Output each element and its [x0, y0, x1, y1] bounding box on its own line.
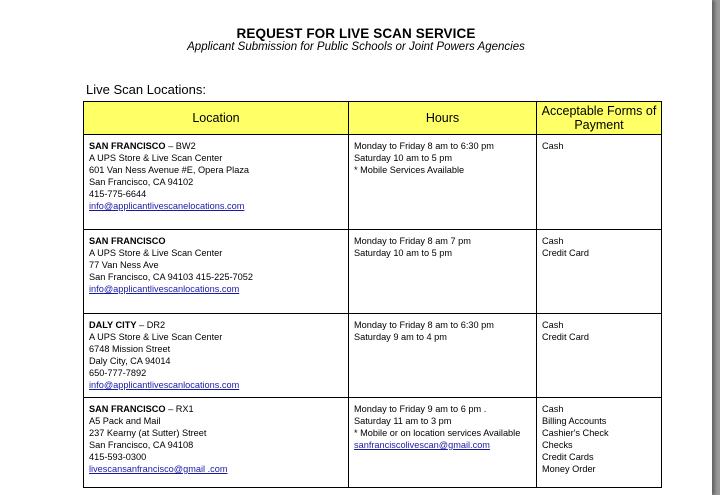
location-phone: 415-593-0300 — [89, 452, 147, 462]
location-code: – RX1 — [165, 404, 194, 414]
location-cell — [84, 135, 349, 230]
payment-method: Credit Card — [542, 332, 589, 342]
hours-line: Saturday 10 am to 5 pm — [354, 153, 453, 163]
hours-line: Monday to Friday 8 am 7 pm — [354, 236, 471, 246]
section-heading: Live Scan Locations: — [86, 82, 206, 97]
payment-cell — [537, 398, 662, 488]
location-address-line: 6748 Mission Street — [89, 344, 171, 354]
payment-method: Credit Card — [542, 248, 589, 258]
hours-line: Monday to Friday 9 am to 6 pm . — [354, 404, 487, 414]
location-address-line: San Francisco, CA 94102 — [89, 177, 194, 187]
document-title: REQUEST FOR LIVE SCAN SERVICE — [236, 26, 476, 41]
payment-cell — [537, 230, 662, 314]
location-name: DALY CITY — [89, 320, 137, 330]
payment-method: Money Order — [542, 464, 596, 474]
location-address-line: 601 Van Ness Avenue #E, Opera Plaza — [89, 165, 250, 175]
location-email-link[interactable]: info@applicantlivescanlocations.com — [89, 380, 240, 390]
location-code: – DR2 — [136, 320, 166, 330]
location-email-link[interactable]: info@applicantlivescanelocations.com — [89, 201, 245, 211]
payment-method: Cash — [542, 236, 564, 246]
document-subtitle: Applicant Submission for Public Schools or Joint Powers Agencies — [187, 41, 525, 53]
location-email-link[interactable]: info@applicantlivescanlocations.com — [89, 284, 240, 294]
location-name: SAN FRANCISCO — [89, 404, 166, 414]
location-cell — [84, 314, 349, 398]
payment-method: Cash — [542, 320, 564, 330]
payment-cell — [537, 314, 662, 398]
location-address-line: Daly City, CA 94014 — [89, 356, 171, 366]
hours-line: * Mobile or on location services Available — [354, 428, 521, 438]
location-name: SAN FRANCISCO — [89, 141, 166, 151]
location-address-line: A UPS Store & Live Scan Center — [89, 332, 223, 342]
location-phone: 650-777-7892 — [89, 368, 147, 378]
payment-cell — [537, 135, 662, 230]
location-email-link[interactable]: livescansanfrancisco@gmail .com — [89, 464, 228, 474]
table-row — [84, 230, 662, 314]
location-phone: 415-775-6644 — [89, 189, 147, 199]
table-row — [84, 314, 662, 398]
location-code: – BW2 — [165, 141, 196, 151]
location-title — [89, 403, 343, 415]
payment-method: Cash — [542, 141, 564, 151]
location-title — [89, 140, 343, 152]
table-row — [84, 398, 662, 488]
location-address-line: 237 Kearny (at Sutter) Street — [89, 428, 207, 438]
table-header-row — [84, 102, 662, 135]
locations-table — [83, 101, 662, 488]
hours-line: Monday to Friday 8 am to 6:30 pm — [354, 320, 494, 330]
location-cell — [84, 230, 349, 314]
hours-line: * Mobile Services Available — [354, 165, 465, 175]
hours-line: Saturday 11 am to 3 pm — [354, 416, 452, 426]
hours-cell — [349, 135, 537, 230]
hours-line: Saturday 9 am to 4 pm — [354, 332, 447, 342]
location-address-line: A UPS Store & Live Scan Center — [89, 248, 223, 258]
payment-method: Credit Cards — [542, 452, 594, 462]
payment-method: Cash — [542, 404, 564, 414]
header-payment: Acceptable Forms of Payment — [537, 102, 662, 135]
payment-method: Billing Accounts — [542, 416, 607, 426]
location-address-line: San Francisco, CA 94108 — [89, 440, 194, 450]
hours-cell — [349, 230, 537, 314]
payment-method: Cashier's Check — [542, 428, 609, 438]
location-address-line: A5 Pack and Mail — [89, 416, 161, 426]
payment-method: Checks — [542, 440, 573, 450]
location-title — [89, 319, 343, 331]
location-name: SAN FRANCISCO — [89, 236, 166, 246]
location-address-line: San Francisco, CA 94103 415-225-7052 — [89, 272, 253, 282]
hours-email-link[interactable]: sanfranciscolivescan@gmail.com — [354, 440, 490, 450]
table-row — [84, 135, 662, 230]
hours-cell — [349, 314, 537, 398]
hours-line: Saturday 10 am to 5 pm — [354, 248, 453, 258]
location-cell — [84, 398, 349, 488]
header-hours: Hours — [349, 102, 537, 135]
location-address-line: A UPS Store & Live Scan Center — [89, 153, 223, 163]
header-location: Location — [84, 102, 349, 135]
hours-cell — [349, 398, 537, 488]
location-address-line: 77 Van Ness Ave — [89, 260, 159, 270]
hours-line: Monday to Friday 8 am to 6:30 pm — [354, 141, 494, 151]
